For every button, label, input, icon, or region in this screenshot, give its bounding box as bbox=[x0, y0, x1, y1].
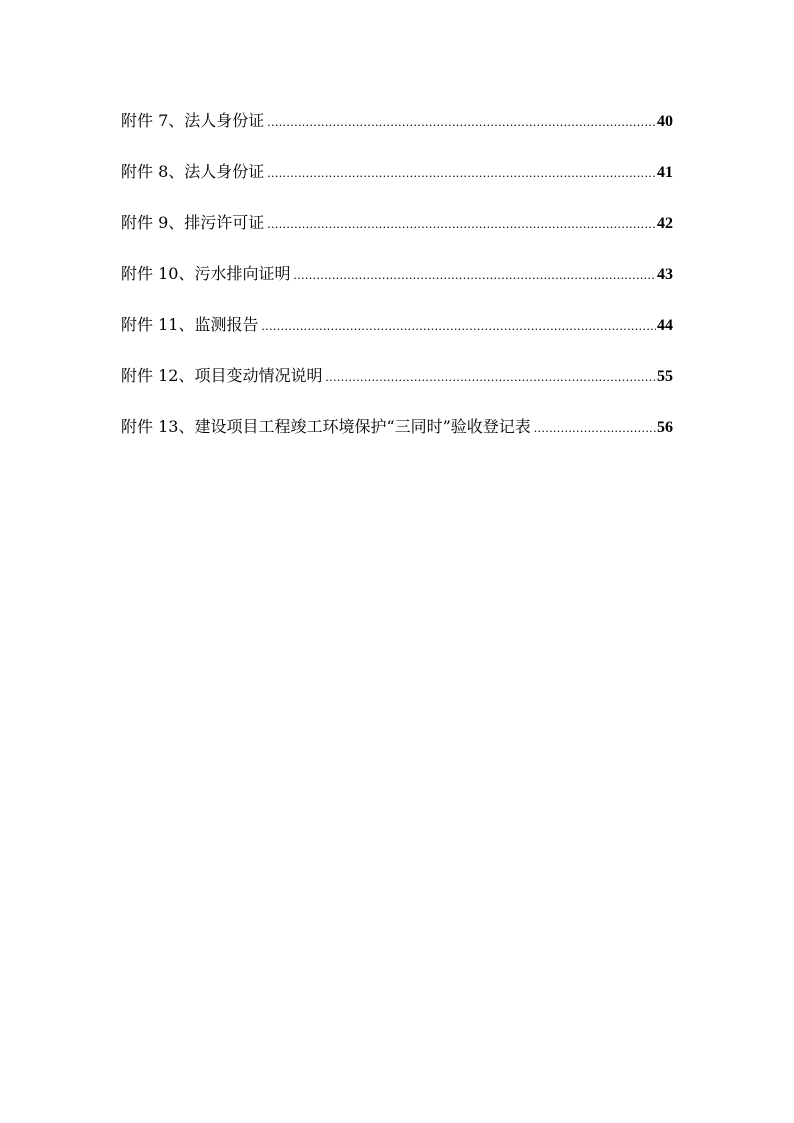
toc-leader-dots bbox=[534, 420, 656, 436]
toc-entry-page: 56 bbox=[657, 419, 673, 436]
toc-entry-title: 附件 7、法人身份证 bbox=[121, 111, 265, 130]
toc-entry-page: 43 bbox=[657, 266, 673, 283]
toc-leader-dots bbox=[267, 114, 656, 130]
toc-entry-title: 附件 8、法人身份证 bbox=[121, 162, 265, 181]
toc-leader-dots bbox=[267, 165, 656, 181]
toc-entry-title: 附件 12、项目变动情况说明 bbox=[121, 366, 323, 385]
toc-entry[interactable] bbox=[121, 108, 673, 159]
toc-entry[interactable] bbox=[121, 414, 673, 465]
toc-entry-page: 40 bbox=[657, 113, 673, 130]
toc-leader-dots bbox=[325, 369, 656, 385]
toc-entry-title: 附件 9、排污许可证 bbox=[121, 213, 265, 232]
toc-leader-dots bbox=[261, 318, 656, 334]
toc-entry[interactable] bbox=[121, 159, 673, 210]
toc-entry[interactable] bbox=[121, 261, 673, 312]
toc-entry[interactable] bbox=[121, 363, 673, 414]
toc-entry[interactable] bbox=[121, 210, 673, 261]
toc-entry-title: 附件 10、污水排向证明 bbox=[121, 264, 291, 283]
toc-entry-page: 44 bbox=[657, 317, 673, 334]
toc-entry[interactable] bbox=[121, 312, 673, 363]
toc-entry-page: 55 bbox=[657, 368, 673, 385]
toc-entry-page: 42 bbox=[657, 215, 673, 232]
toc-leader-dots bbox=[267, 216, 656, 232]
toc-leader-dots bbox=[293, 267, 656, 283]
toc-entry-title: 附件 11、监测报告 bbox=[121, 315, 259, 334]
table-of-contents bbox=[121, 108, 673, 465]
toc-entry-page: 41 bbox=[657, 164, 673, 181]
toc-entry-title: 附件 13、建设项目工程竣工环境保护“三同时”验收登记表 bbox=[121, 417, 531, 436]
